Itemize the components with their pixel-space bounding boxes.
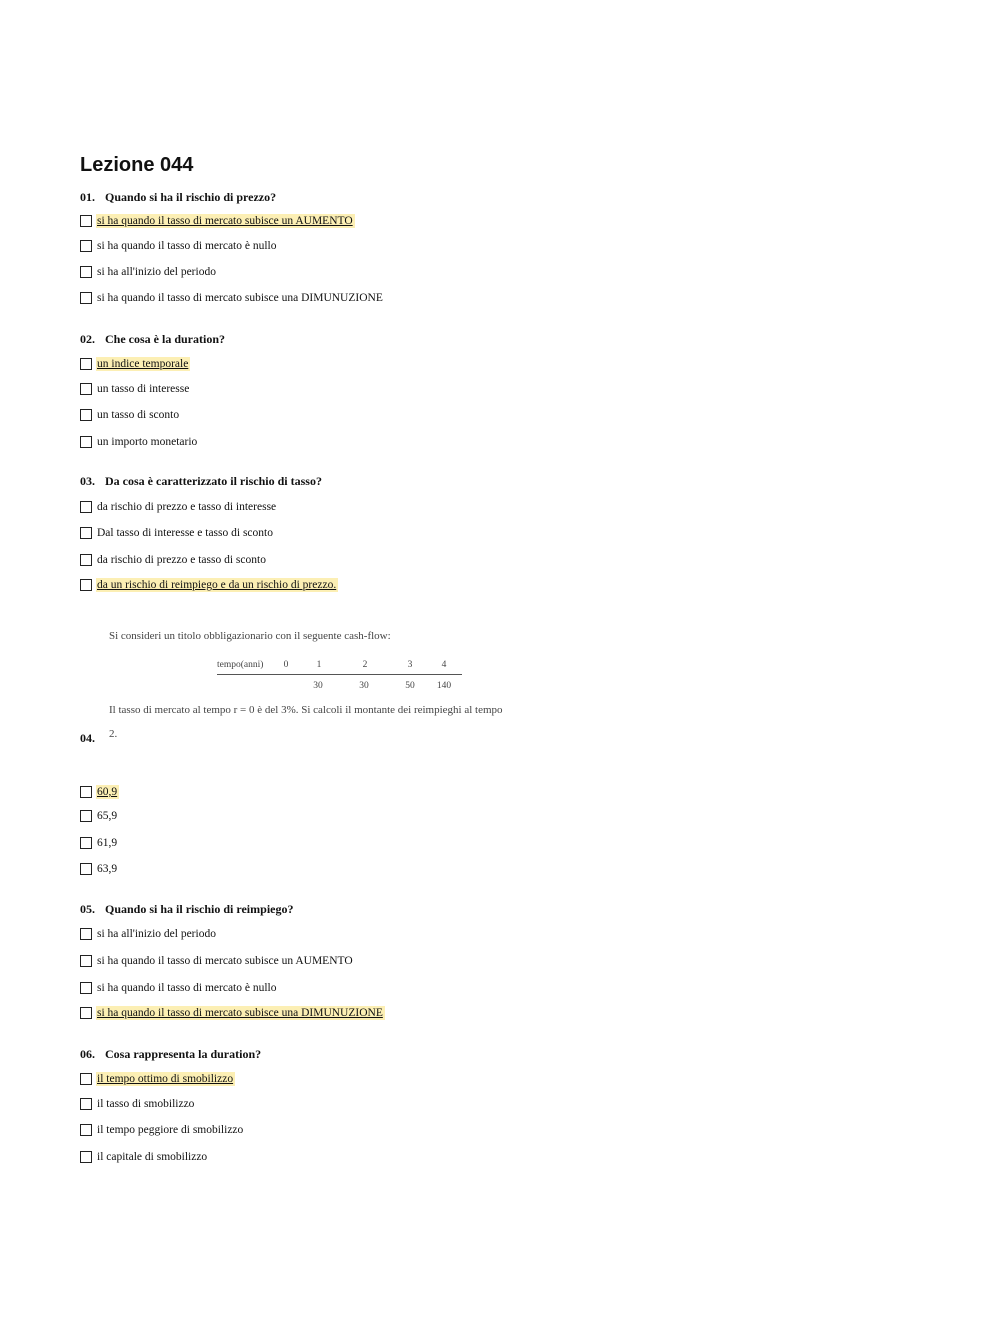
checkbox-icon[interactable] [80,554,92,566]
checkbox-icon[interactable] [80,436,92,448]
question-4-line-1: Si consideri un titolo obbligazionario con il seguente cash-flow: [109,630,391,642]
question-3 [80,474,322,489]
option-text: si ha all'inizio del periodo [97,266,216,278]
option-6c[interactable] [80,1122,245,1138]
checkbox-icon[interactable] [80,955,92,967]
question-text: Quando si ha il rischio di prezzo? [105,190,277,204]
option-text: da rischio di prezzo e tasso di sconto [97,554,266,566]
option-5d[interactable] [80,1005,385,1021]
option-text: un importo monetario [97,436,198,448]
option-2d[interactable] [80,434,199,450]
option-1a[interactable] [80,213,355,229]
checkbox-icon[interactable] [80,837,92,849]
checkbox-icon[interactable] [80,810,92,822]
option-4d[interactable] [80,861,119,877]
question-number: 06. [80,1047,95,1061]
option-text: 61,9 [97,837,118,849]
question-4-image [100,620,570,745]
option-text: 63,9 [97,863,118,875]
cash-flow-cell: 30 [313,681,323,691]
checkbox-icon[interactable] [80,863,92,875]
cash-flow-cell: 50 [405,681,415,691]
option-text: il tempo peggiore di smobilizzo [97,1124,244,1136]
option-text: si ha quando il tasso di mercato è nullo [97,240,277,252]
time-cell: 2 [362,660,368,670]
option-4c[interactable] [80,835,119,851]
cash-flow-table [217,660,462,700]
question-text: Cosa rappresenta la duration? [105,1047,262,1061]
question-text: Quando si ha il rischio di reimpiego? [105,902,294,916]
checkbox-icon[interactable] [80,527,92,539]
option-text: si ha all'inizio del periodo [97,928,216,940]
time-cell: 3 [407,660,413,670]
question-4-line-3: 2. [109,728,118,740]
option-6b[interactable] [80,1096,196,1112]
page-title: Lezione 044 [80,154,194,176]
question-number: 01. [80,190,95,204]
time-cell: 1 [316,660,322,670]
question-number: 04. [80,731,95,745]
option-6a[interactable] [80,1071,235,1087]
checkbox-icon[interactable] [80,266,92,278]
option-3b[interactable] [80,525,275,541]
question-number: 02. [80,332,95,346]
checkbox-icon[interactable] [80,358,92,370]
question-4-line-2: Il tasso di mercato al tempo r = 0 è del 3%. Si calcoli il montante dei reimpieghi al tempo [109,704,503,716]
option-text: 60,9 [97,786,118,798]
option-2c[interactable] [80,407,181,423]
question-number: 03. [80,474,95,488]
option-1d[interactable] [80,290,385,306]
option-text: si ha quando il tasso di mercato subisce una DIMUNUZIONE [97,1007,383,1019]
checkbox-icon[interactable] [80,786,92,798]
option-1b[interactable] [80,238,279,254]
checkbox-icon[interactable] [80,1151,92,1163]
checkbox-icon[interactable] [80,1098,92,1110]
option-6d[interactable] [80,1149,209,1165]
option-text: il capitale di smobilizzo [97,1151,208,1163]
option-1c[interactable] [80,264,218,280]
option-text: il tasso di smobilizzo [97,1098,195,1110]
option-text: il tempo ottimo di smobilizzo [97,1073,234,1085]
option-5b[interactable] [80,953,355,969]
question-4 [80,731,105,746]
cash-flow-header [217,660,462,675]
checkbox-icon[interactable] [80,1073,92,1085]
option-text: si ha quando il tasso di mercato subisce una DIMUNUZIONE [97,292,383,304]
checkbox-icon[interactable] [80,240,92,252]
option-text: si ha quando il tasso di mercato subisce un AUMENTO [97,955,353,967]
time-cell: 0 [283,660,289,670]
checkbox-icon[interactable] [80,501,92,513]
question-text: Che cosa è la duration? [105,332,225,346]
option-5a[interactable] [80,926,218,942]
checkbox-icon[interactable] [80,928,92,940]
option-3c[interactable] [80,552,268,568]
question-2 [80,332,225,347]
checkbox-icon[interactable] [80,383,92,395]
option-3a[interactable] [80,499,278,515]
option-2a[interactable] [80,356,190,372]
question-text: Da cosa è caratterizzato il rischio di tasso? [105,474,322,488]
question-1 [80,190,276,205]
table-header-label: tempo(anni) [217,660,264,670]
checkbox-icon[interactable] [80,292,92,304]
cash-flow-values [217,681,462,695]
time-cell: 4 [441,660,447,670]
option-4b[interactable] [80,808,119,824]
option-text: si ha quando il tasso di mercato subisce un AUMENTO [97,215,353,227]
checkbox-icon[interactable] [80,579,92,591]
option-text: un indice temporale [97,358,189,370]
checkbox-icon[interactable] [80,1007,92,1019]
checkbox-icon[interactable] [80,215,92,227]
option-text: da rischio di prezzo e tasso di interesse [97,501,277,513]
option-text: si ha quando il tasso di mercato è nullo [97,982,277,994]
cash-flow-cell: 140 [436,681,452,691]
question-number: 05. [80,902,95,916]
option-text: da un rischio di reimpiego e da un rischio di prezzo. [97,579,337,591]
option-3d[interactable] [80,577,338,593]
question-6 [80,1047,261,1062]
checkbox-icon[interactable] [80,982,92,994]
checkbox-icon[interactable] [80,409,92,421]
question-5 [80,902,293,917]
cash-flow-cell: 30 [359,681,369,691]
option-4a[interactable] [80,784,119,800]
option-text: un tasso di sconto [97,409,180,421]
option-5c[interactable] [80,980,279,996]
checkbox-icon[interactable] [80,1124,92,1136]
option-text: 65,9 [97,810,118,822]
option-2b[interactable] [80,381,191,397]
option-text: Dal tasso di interesse e tasso di sconto [97,527,273,539]
option-text: un tasso di interesse [97,383,190,395]
